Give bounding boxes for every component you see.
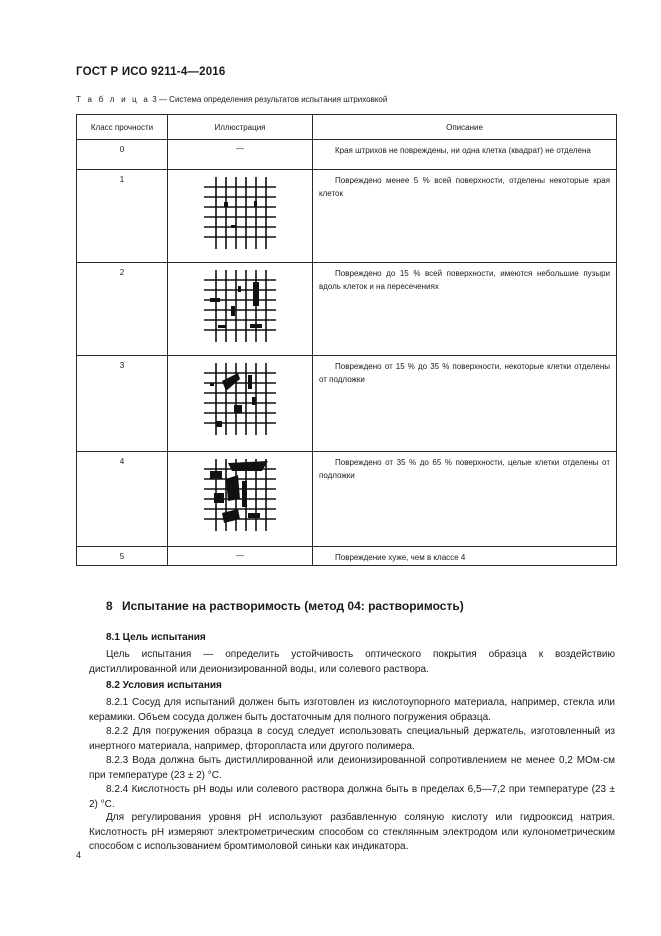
illustration-cell [168, 263, 313, 356]
description-text: Повреждение хуже, чем в классе 4 [335, 553, 466, 562]
table-caption-text: 3 — Система определения результатов испытания штриховкой [152, 95, 388, 104]
class-cell: 4 [77, 452, 168, 547]
class-cell: 5 [77, 547, 168, 566]
illustration-cell [168, 170, 313, 263]
section-number: 8 [106, 599, 113, 613]
illustration-cell [168, 356, 313, 452]
illustration-cell [168, 140, 313, 170]
paragraph-text: 8.2.2 Для погружения образца в сосуд следует использовать специальный держатель, изготовленный из инертного материала, например, фторопласта или другого полимера. [89, 726, 615, 752]
description-text: Повреждено от 35 % до 65 % поверхности, целые клетки отделены от подложки [319, 458, 610, 480]
class-cell: 1 [77, 170, 168, 263]
paragraph [89, 648, 615, 677]
illustration-cell [168, 452, 313, 547]
grid-icon [202, 361, 278, 437]
paragraph-text: 8.2.4 Кислотность pH воды или солевого раствора должна быть в пределах 6,5—7,2 при температуре (23 ± 2) °С. [89, 784, 615, 810]
description-text: Повреждено менее 5 % всей поверхности, отделены некоторые края клеток [319, 176, 610, 198]
description-text: Повреждено от 15 % до 35 % поверхности, некоторые клетки отделены от подложки [319, 362, 610, 384]
paragraph [89, 696, 615, 725]
description-cell [313, 170, 617, 263]
table-header-row [77, 115, 617, 140]
document-code: ГОСТ Р ИСО 9211-4—2016 [76, 66, 226, 78]
table-caption-prefix: Т а б л и ц а [76, 95, 151, 104]
description-cell [313, 263, 617, 356]
description-cell [313, 452, 617, 547]
description-cell [313, 356, 617, 452]
page-number: 4 [76, 850, 82, 860]
table-caption [76, 95, 387, 104]
section-title-text: Испытание на растворимость (метод 04: растворимость) [122, 599, 464, 613]
subsection-heading: 8.1 Цель испытания [106, 632, 206, 643]
column-header-description: Описание [313, 115, 617, 140]
class-cell: 3 [77, 356, 168, 452]
description-cell [313, 140, 617, 170]
paragraph-text: Для регулирования уровня pH используют разбавленную соляную кислоту или гидрооксид натрия. Кислотность pH измеряют электрометрическим способом со стеклянным электродом или кулонометрическим способом с использованием бромтимоловой синьки как индикатора. [89, 812, 615, 852]
paragraph [89, 754, 615, 783]
table-row [77, 547, 617, 566]
description-text: Повреждено до 15 % всей поверхности, имеются небольшие пузыри вдоль клеток и на пересечениях [319, 269, 610, 291]
no-illustration-dash: — [236, 144, 244, 153]
results-table [76, 114, 617, 566]
class-cell: 0 [77, 140, 168, 170]
paragraph-text: 8.2.1 Сосуд для испытаний должен быть изготовлен из кислотоупорного материала, например, стекла или керамики. Объем сосуда должен быть достаточным для полного погружения образца. [89, 697, 615, 723]
table-row [77, 452, 617, 547]
table-row [77, 356, 617, 452]
paragraph-text: Цель испытания — определить устойчивость оптического покрытия образца к воздействию дистиллированной или деионизированной воды, или солевого раствора. [89, 649, 615, 675]
grid-icon [202, 268, 278, 344]
table-row [77, 263, 617, 356]
grid-icon [202, 175, 278, 251]
table-row [77, 170, 617, 263]
description-text: Края штрихов не повреждены, ни одна клетка (квадрат) не отделена [335, 146, 591, 155]
table-row [77, 140, 617, 170]
subsection-heading: 8.2 Условия испытания [106, 680, 222, 691]
grid-icon [202, 457, 278, 533]
class-cell: 2 [77, 263, 168, 356]
column-header-illustration: Иллюстрация [168, 115, 313, 140]
paragraph-text: 8.2.3 Вода должна быть дистиллированной или деионизированной сопротивлением не менее 0,2 МОм·см при температуре (23 ± 2) °С. [89, 755, 615, 781]
illustration-cell [168, 547, 313, 566]
section-title [106, 599, 464, 613]
paragraph [89, 811, 615, 855]
paragraph [89, 725, 615, 754]
description-cell [313, 547, 617, 566]
paragraph [89, 783, 615, 812]
column-header-class: Класс прочности [77, 115, 168, 140]
no-illustration-dash: — [236, 551, 244, 560]
